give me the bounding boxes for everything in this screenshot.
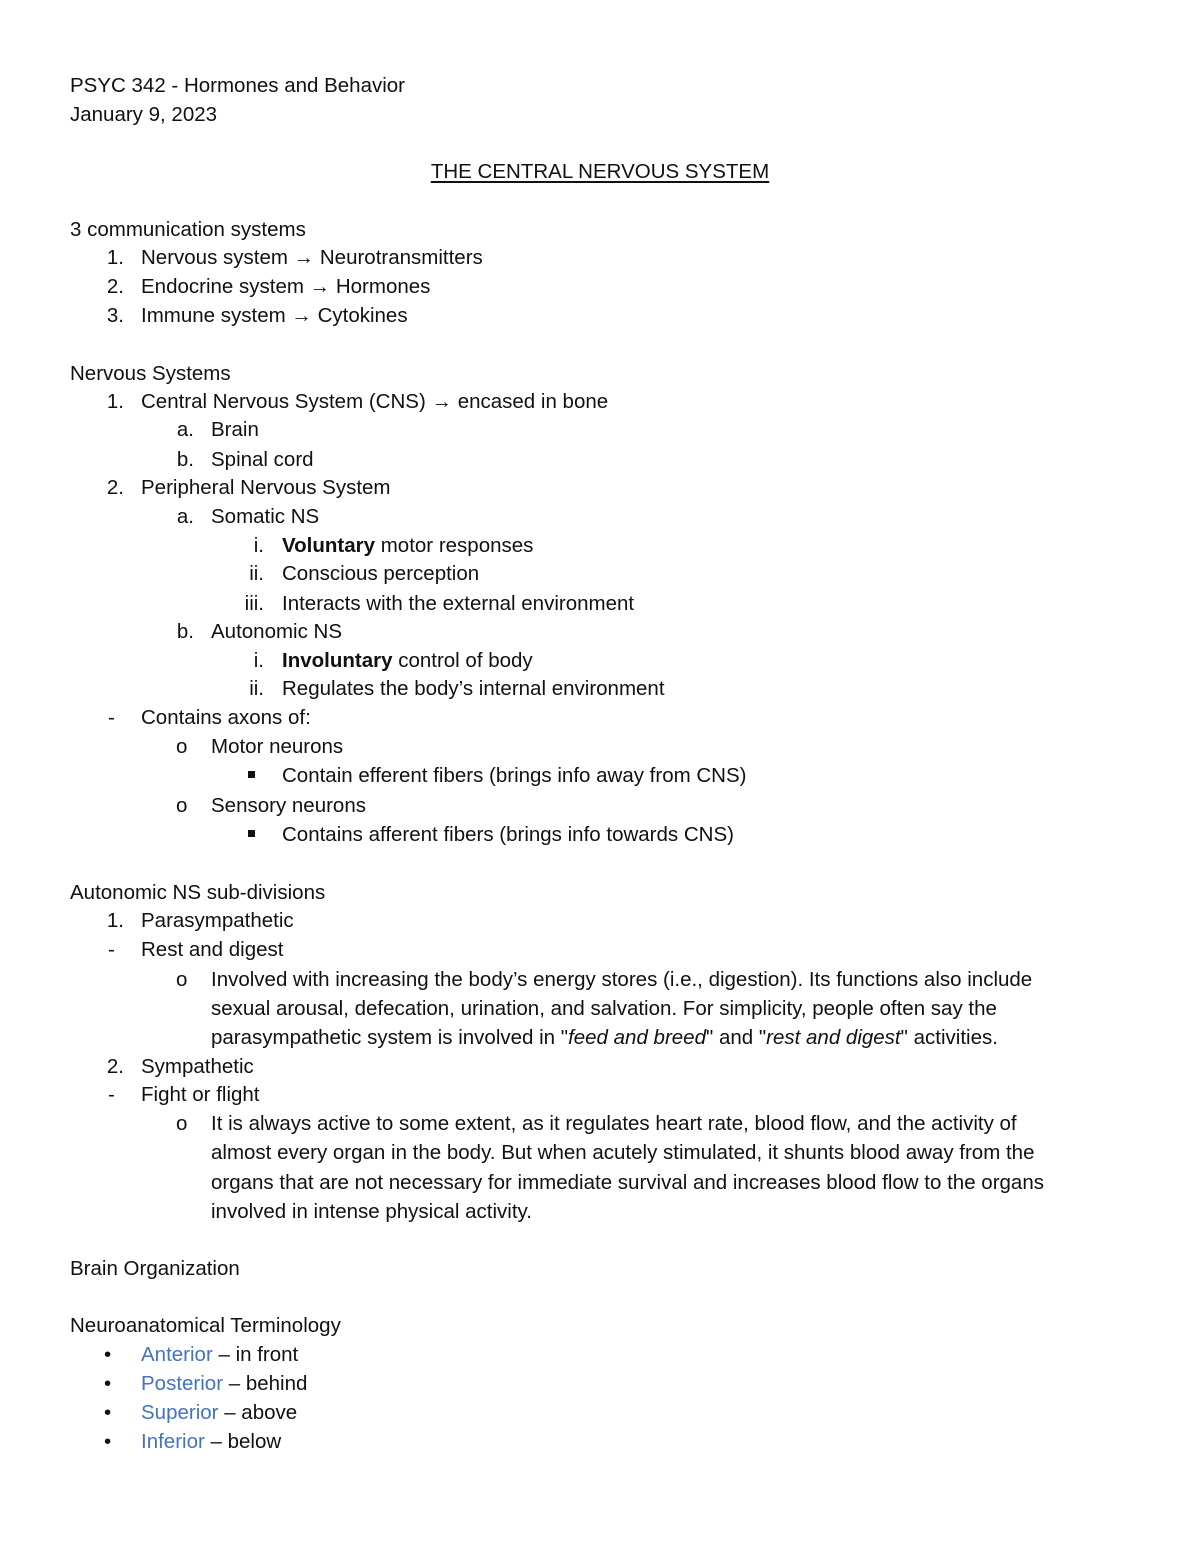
circle-bullet: o <box>176 735 188 758</box>
list-letter: b. <box>176 620 194 643</box>
paragraph-line: Involved with increasing the body’s energy stores (i.e., digestion). Its functions also include <box>211 968 1033 991</box>
list-number: 1. <box>106 390 124 413</box>
list-number: 1. <box>106 909 124 932</box>
list-item-involuntary: Involuntary control of body <box>282 649 533 672</box>
paragraph-line: parasympathetic system is involved in "feed and breed" and "rest and digest" activities. <box>211 1026 998 1049</box>
list-letter: a. <box>176 418 194 441</box>
list-number: 2. <box>106 275 124 298</box>
section-heading-brain-organization: Brain Organization <box>70 1257 240 1280</box>
square-bullet-icon <box>248 823 255 847</box>
section-heading-nervous-systems: Nervous Systems <box>70 362 231 385</box>
paragraph-line: organs that are not necessary for immediate survival and increases blood flow to the organs <box>211 1171 1044 1194</box>
arrow-icon: → <box>291 304 312 327</box>
list-item-brain: Brain <box>211 418 259 441</box>
term-posterior: Posterior – behind <box>141 1372 308 1395</box>
paragraph-line: almost every organ in the body. But when acutely stimulated, it shunts blood away from the <box>211 1141 1035 1164</box>
bullet-icon: • <box>104 1372 112 1395</box>
list-roman: i. <box>253 649 264 672</box>
dash-marker: - <box>108 1083 115 1106</box>
term-inferior: Inferior – below <box>141 1430 282 1453</box>
bullet-icon: • <box>104 1430 112 1453</box>
term-anterior: Anterior – in front <box>141 1343 299 1366</box>
page-title: THE CENTRAL NERVOUS SYSTEM <box>430 160 770 183</box>
section-heading-communication: 3 communication systems <box>70 218 306 241</box>
list-item-conscious-perception: Conscious perception <box>282 562 480 585</box>
circle-bullet: o <box>176 794 188 817</box>
list-item-sympathetic: Sympathetic <box>141 1055 254 1078</box>
list-item-afferent-fibers: Contains afferent fibers (brings info towards CNS) <box>282 823 734 846</box>
list-item-rest-and-digest: Rest and digest <box>141 938 284 961</box>
circle-bullet: o <box>176 968 188 991</box>
circle-bullet: o <box>176 1112 188 1135</box>
list-letter: a. <box>176 505 194 528</box>
list-item-internal-environment: Regulates the body’s internal environment <box>282 677 665 700</box>
section-heading-autonomic-subdivisions: Autonomic NS sub-divisions <box>70 881 326 904</box>
list-item-sensory-neurons: Sensory neurons <box>211 794 366 817</box>
list-item-cns: Central Nervous System (CNS) → encased in bone <box>141 390 609 413</box>
course-title: PSYC 342 - Hormones and Behavior <box>70 74 406 97</box>
list-item-somatic-ns: Somatic NS <box>211 505 320 528</box>
list-item-contains-axons: Contains axons of: <box>141 706 311 729</box>
list-item-motor-neurons: Motor neurons <box>211 735 344 758</box>
list-number: 3. <box>106 304 124 327</box>
arrow-icon: → <box>431 390 452 413</box>
list-roman: ii. <box>249 677 264 700</box>
list-letter: b. <box>176 448 194 471</box>
list-item-efferent-fibers: Contain efferent fibers (brings info away from CNS) <box>282 764 747 787</box>
list-item-voluntary: Voluntary motor responses <box>282 534 534 557</box>
paragraph-line: sexual arousal, defecation, urination, and salvation. For simplicity, people often say the <box>211 997 997 1020</box>
dash-marker: - <box>108 706 115 729</box>
list-item-autonomic-ns: Autonomic NS <box>211 620 343 643</box>
bullet-icon: • <box>104 1401 112 1424</box>
list-item-endocrine-system: Endocrine system → Hormones <box>141 275 431 298</box>
list-item-immune-system: Immune system → Cytokines <box>141 304 408 327</box>
term-superior: Superior – above <box>141 1401 298 1424</box>
list-roman: i. <box>253 534 264 557</box>
square-bullet-icon <box>248 764 255 788</box>
list-item-nervous-system: Nervous system → Neurotransmitters <box>141 246 483 269</box>
list-roman: iii. <box>244 592 264 615</box>
list-item-spinal-cord: Spinal cord <box>211 448 314 471</box>
section-heading-terminology: Neuroanatomical Terminology <box>70 1314 341 1337</box>
paragraph-line: involved in intense physical activity. <box>211 1200 532 1223</box>
dash-marker: - <box>108 938 115 961</box>
paragraph-line: It is always active to some extent, as it regulates heart rate, blood flow, and the activity of <box>211 1112 1017 1135</box>
list-number: 2. <box>106 1055 124 1078</box>
arrow-icon: → <box>293 246 315 269</box>
list-number: 1. <box>106 246 124 269</box>
bullet-icon: • <box>104 1343 112 1366</box>
list-item-fight-or-flight: Fight or flight <box>141 1083 260 1106</box>
list-item-parasympathetic: Parasympathetic <box>141 909 294 932</box>
list-item-external-environment: Interacts with the external environment <box>282 592 635 615</box>
arrow-icon: → <box>309 275 331 298</box>
list-item-pns: Peripheral Nervous System <box>141 476 391 499</box>
document-date: January 9, 2023 <box>70 103 218 126</box>
list-number: 2. <box>106 476 124 499</box>
list-roman: ii. <box>249 562 264 585</box>
